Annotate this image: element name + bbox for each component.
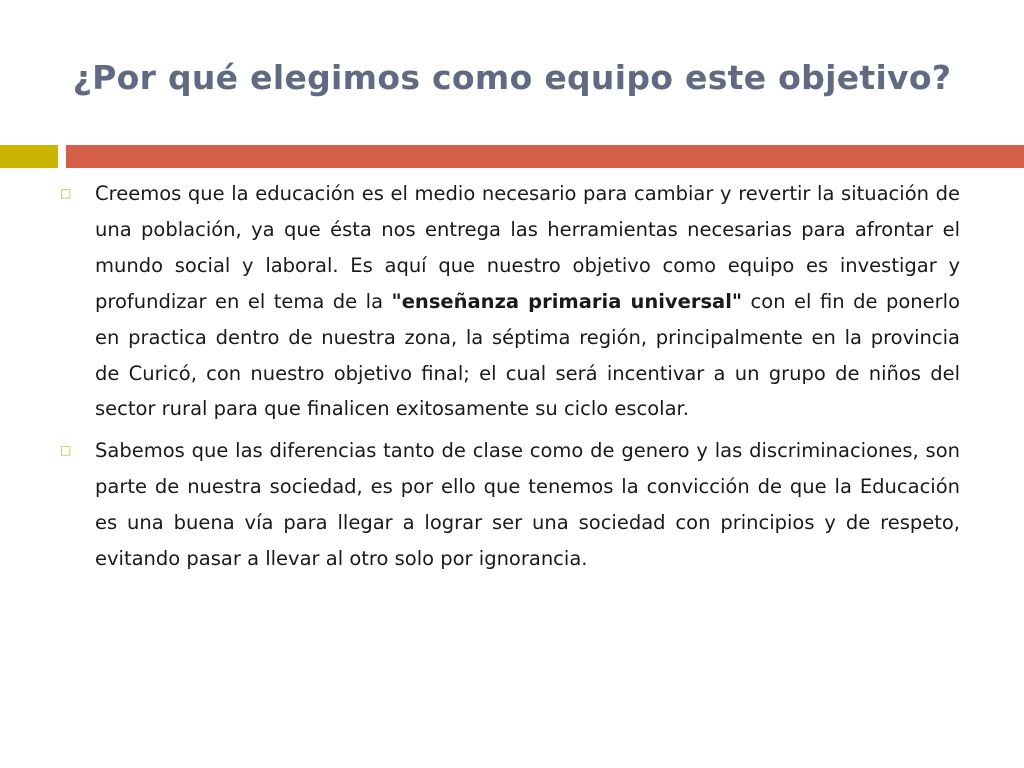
header-divider-bar — [66, 145, 1024, 168]
bullet-item — [60, 433, 960, 577]
accent-bar — [0, 145, 58, 168]
bullet-list — [60, 176, 960, 583]
bullet-text-bold: "enseñanza primaria universal" — [391, 289, 743, 313]
square-bullet-icon: □ — [60, 443, 72, 458]
bullet-text — [95, 176, 960, 427]
square-bullet-icon: □ — [60, 186, 72, 200]
bullet-text: Sabemos que las diferencias tanto de clase como de genero y las discriminaciones, son parte de nuestra sociedad, es por ello que tenemos la convicción de que la Educación es una buena vía para llegar a lograr ser una sociedad con principios y de respeto, evitando pasar a llevar al otro solo por ignorancia. — [95, 439, 960, 571]
slide-title: ¿Por qué elegimos como equipo este objetivo? — [72, 58, 952, 97]
bullet-text-part: con el fin de ponerlo en practica dentro de nuestra zona, la séptima región, principalmente en la provincia de Curicó, con nuestro objetivo final; el cual será incentivar a un grupo de niños del sector rural para que finalicen exitosamente su ciclo escolar. — [95, 289, 960, 421]
bullet-item — [60, 176, 960, 427]
bullet-text-part: Creemos que la educación es el medio necesario para cambiar y revertir la situación de una población, ya que ésta nos entrega las herramientas necesarias para afrontar el mundo social y laboral. Es aquí que nuestro objetivo como equipo es investigar y profundizar en el tema de la — [95, 182, 960, 313]
